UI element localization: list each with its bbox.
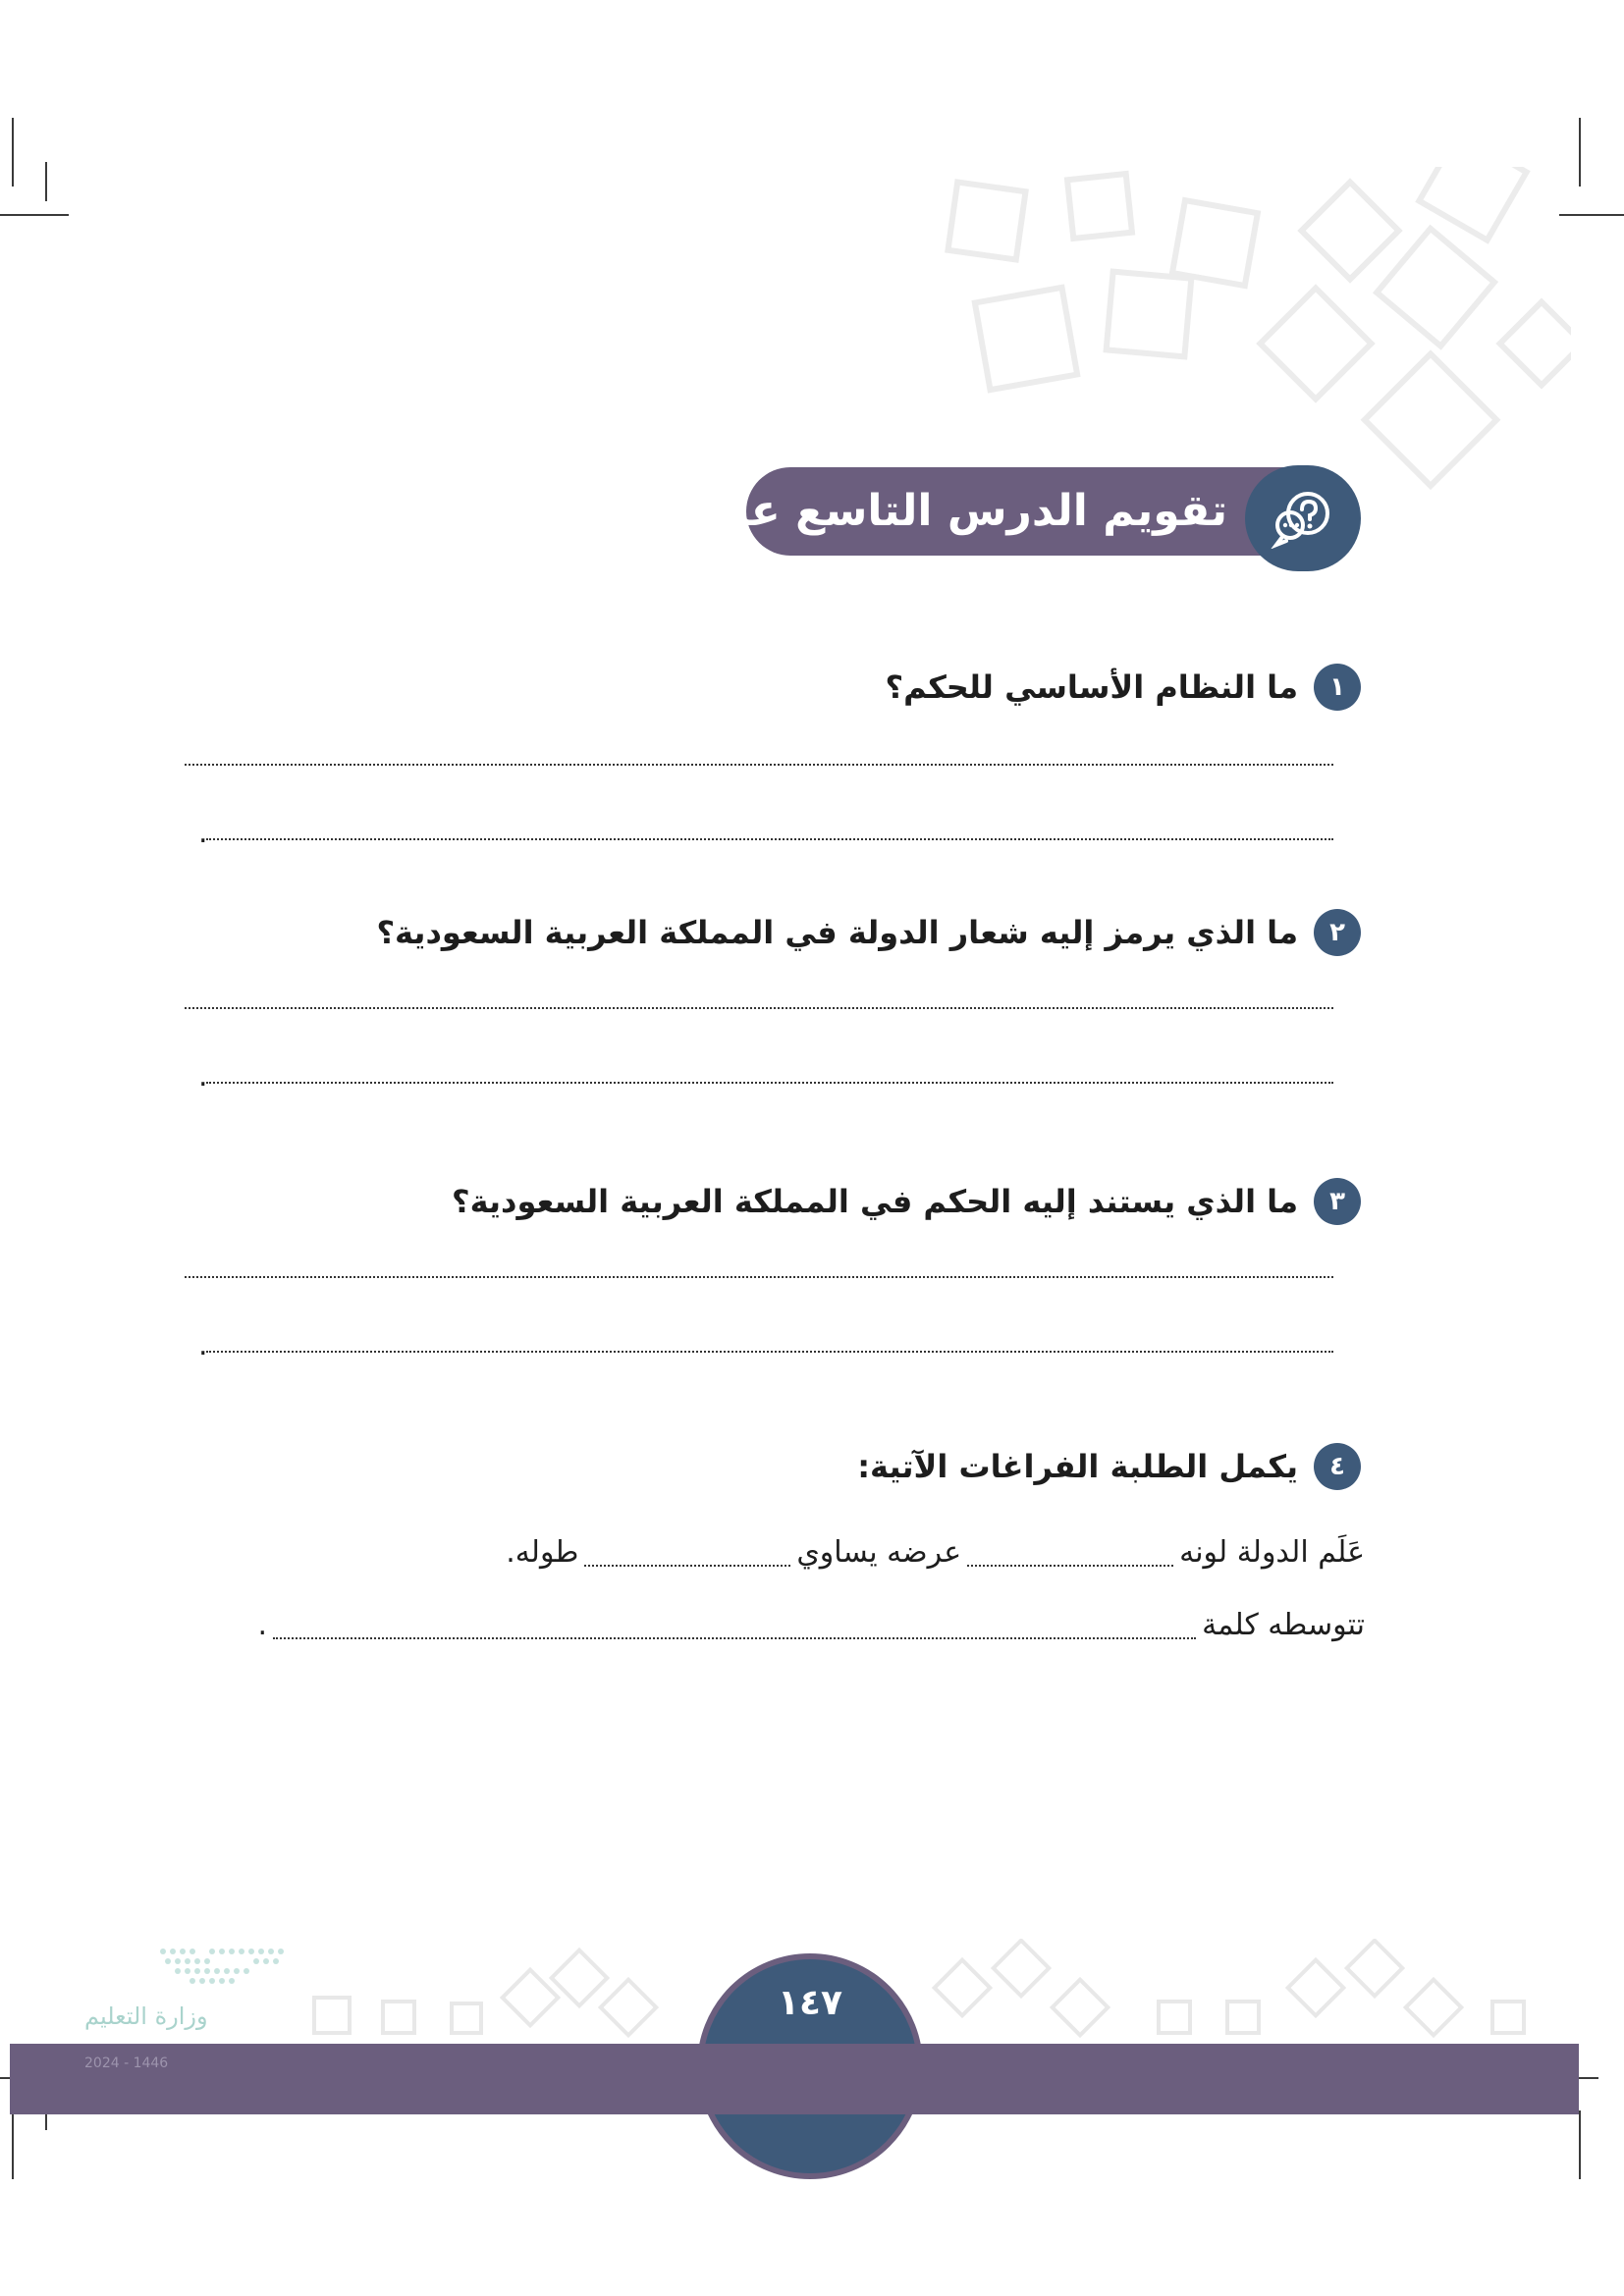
fill-in-text: عَلَم الدولة لونه xyxy=(1179,1535,1365,1570)
question-2 xyxy=(376,903,1361,962)
fill-in-line-1 xyxy=(506,1523,1365,1582)
line-end-dot: . xyxy=(198,1059,208,1094)
question-number: ٤ xyxy=(1314,1443,1361,1490)
fill-in-blank[interactable] xyxy=(584,1555,790,1567)
answer-line[interactable] xyxy=(185,1007,1333,1009)
page-number: ١٤٧ xyxy=(778,1983,842,2023)
crop-mark xyxy=(0,214,69,216)
question-text: ما الذي يستند إليه الحكم في المملكة العربية السعودية؟ xyxy=(452,1183,1298,1220)
question-number: ٢ xyxy=(1314,909,1361,956)
fill-in-blank[interactable] xyxy=(967,1555,1173,1567)
question-number: ٣ xyxy=(1314,1178,1361,1225)
line-end-dot: . xyxy=(198,1328,208,1362)
answer-line[interactable] xyxy=(206,838,1333,840)
answer-line[interactable] xyxy=(206,1082,1333,1084)
crop-mark xyxy=(12,2110,14,2179)
question-text: ما الذي يرمز إليه شعار الدولة في المملكة العربية السعودية؟ xyxy=(376,914,1298,951)
question-text: ما النظام الأساسي للحكم؟ xyxy=(885,668,1298,706)
crop-mark xyxy=(45,162,47,201)
answer-line[interactable] xyxy=(206,1351,1333,1353)
fill-in-blank[interactable] xyxy=(273,1628,1196,1639)
ministry-logo-year: 2024 - 1446 xyxy=(84,2056,169,2071)
fill-in-text: طوله. xyxy=(506,1535,579,1570)
question-3 xyxy=(452,1172,1361,1231)
question-1 xyxy=(886,658,1361,717)
line-end-dot: . xyxy=(198,816,208,850)
fill-in-text: عرضه يساوي xyxy=(796,1535,962,1570)
footer-band xyxy=(10,2044,1579,2114)
crop-mark xyxy=(1579,118,1581,187)
line-end-dot: . xyxy=(257,1608,268,1642)
crop-mark xyxy=(12,118,14,187)
question-4 xyxy=(857,1437,1361,1496)
answer-line[interactable] xyxy=(185,1276,1333,1278)
question-text: يكمل الطلبة الفراغات الآتية: xyxy=(857,1448,1298,1485)
answer-line[interactable] xyxy=(185,764,1333,766)
lesson-title: تقويم الدرس التاسع عشر xyxy=(679,486,1227,536)
decorative-pattern xyxy=(923,167,1571,491)
crop-mark xyxy=(1579,2110,1581,2179)
question-number: ١ xyxy=(1314,664,1361,711)
question-chat-icon xyxy=(1245,465,1361,571)
fill-in-text: تتوسطه كلمة xyxy=(1202,1608,1365,1642)
ministry-logo-text: وزارة التعليم xyxy=(84,2002,208,2030)
fill-in-line-2 xyxy=(258,1596,1365,1655)
decorative-pattern xyxy=(295,1939,1571,2047)
